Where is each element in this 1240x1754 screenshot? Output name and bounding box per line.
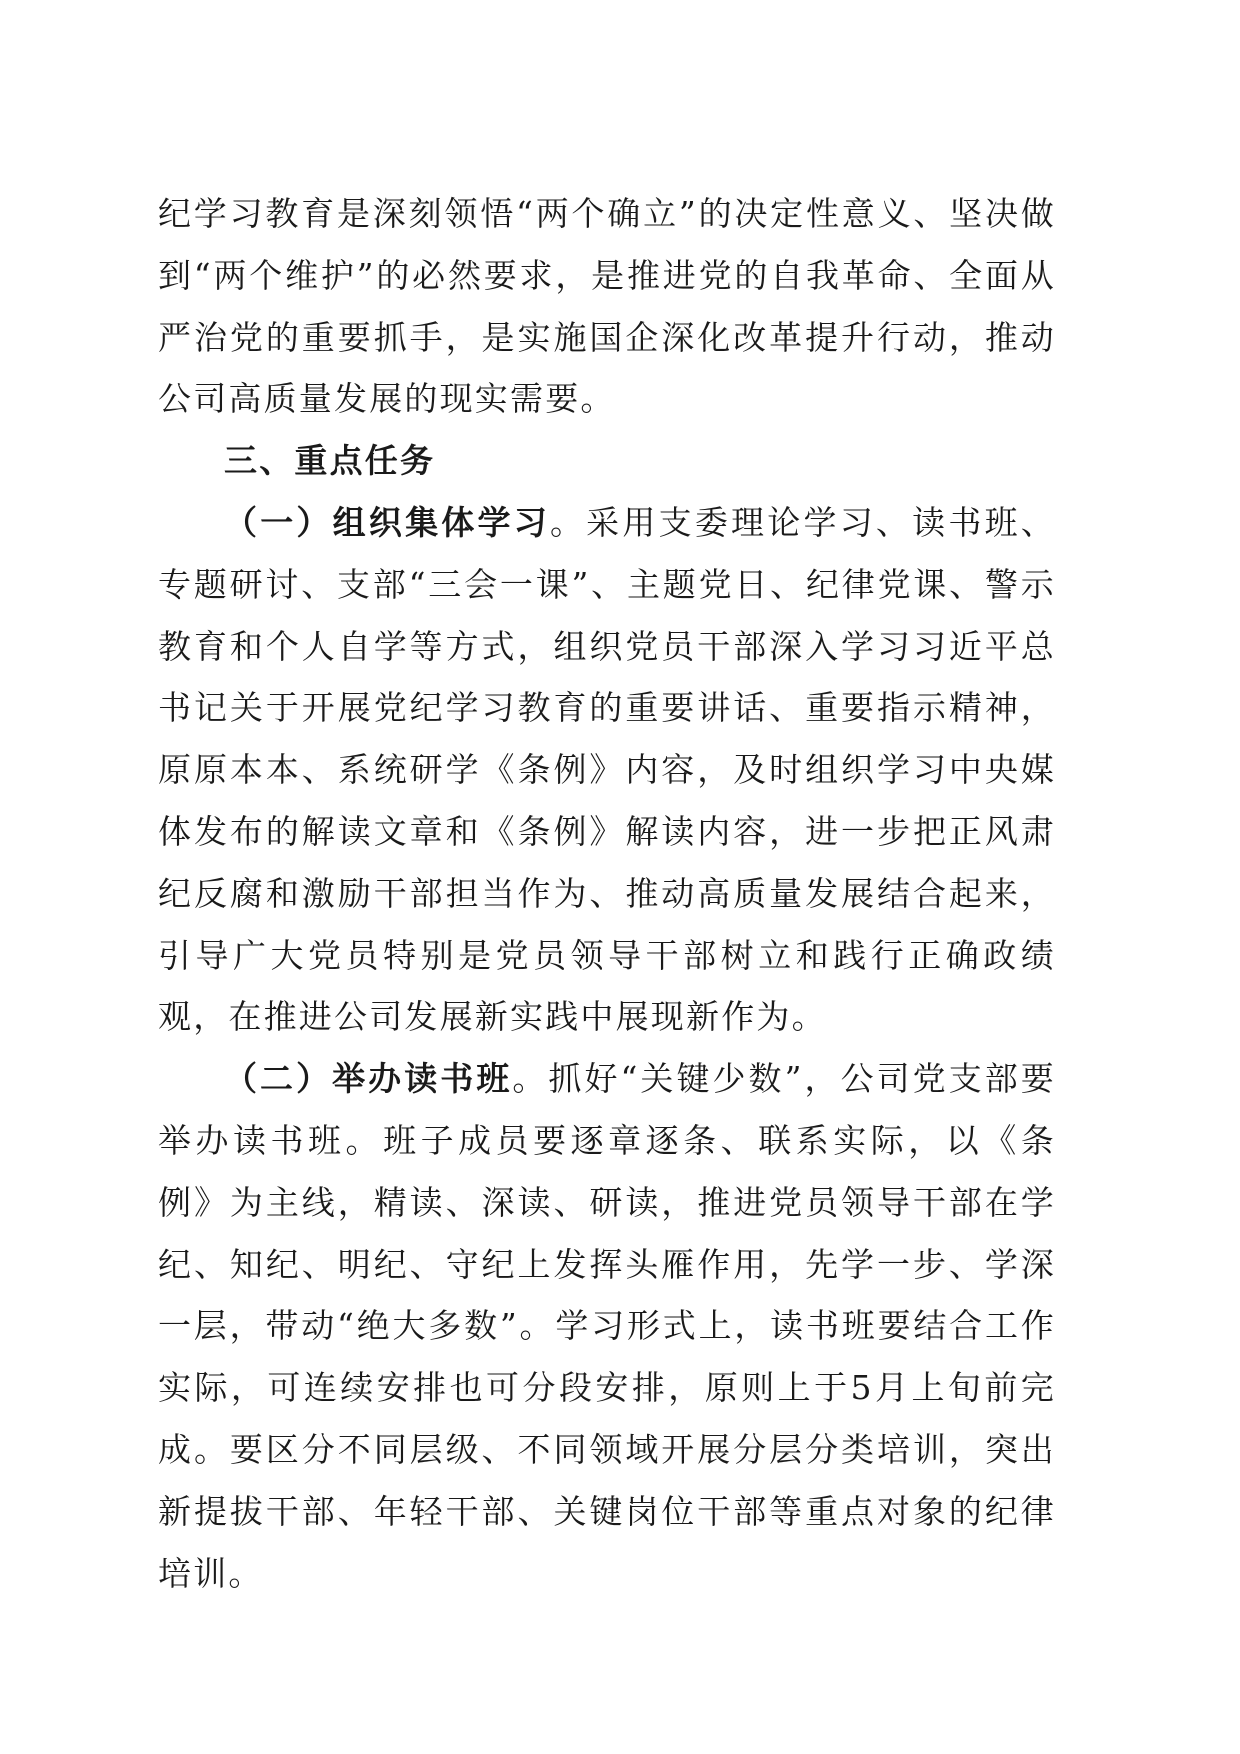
task-paragraph-1 — [158, 492, 1056, 1048]
intro-paragraph: 纪学习教育是深刻领悟“两个确立”的决定性意义、坚决做到“两个维护”的必然要求，是推进党的自我革命、全面从严治党的重要抓手，是实施国企深化改革提升行动，推动公司高质量发展的现实需要。 — [158, 194, 1056, 419]
task-body-2: 。抓好“关键少数”，公司党支部要举办读书班。班子成员要逐章逐条、联系实际，以《条例》为主线，精读、深读、研读，推进党员领导干部在学纪、知纪、明纪、守纪上发挥头雁作用，先学一步、学深一层，带动“绝大多数”。学习形式上，读书班要结合工作实际，可连续安排也可分段安排，原则上于5月上旬前完成。要区分不同层级、不同领域开展分层分类培训，突出新提拔干部、年轻干部、关键岗位干部等重点对象的纪律培训。 — [158, 1059, 1056, 1593]
task-paragraph-2 — [158, 1048, 1056, 1604]
section-heading: 三、重点任务 — [224, 441, 436, 481]
task-title-2: （二）举办读书班 — [224, 1059, 513, 1099]
task-body-1: 。采用支委理论学习、读书班、专题研讨、支部“三会一课”、主题党日、纪律党课、警示教育和个人自学等方式，组织党员干部深入学习习近平总书记关于开展党纪学习教育的重要讲话、重要指示精神，原原本本、系统研学《条例》内容，及时组织学习中央媒体发布的解读文章和《条例》解读内容，进一步把正风肃纪反腐和激励干部担当作为、推动高质量发展结合起来，引导广大党员特别是党员领导干部树立和践行正确政绩观，在推进公司发展新实践中展现新作为。 — [158, 502, 1056, 1037]
document-body — [158, 183, 1056, 1604]
task-title-1: （一）组织集体学习 — [224, 502, 550, 542]
